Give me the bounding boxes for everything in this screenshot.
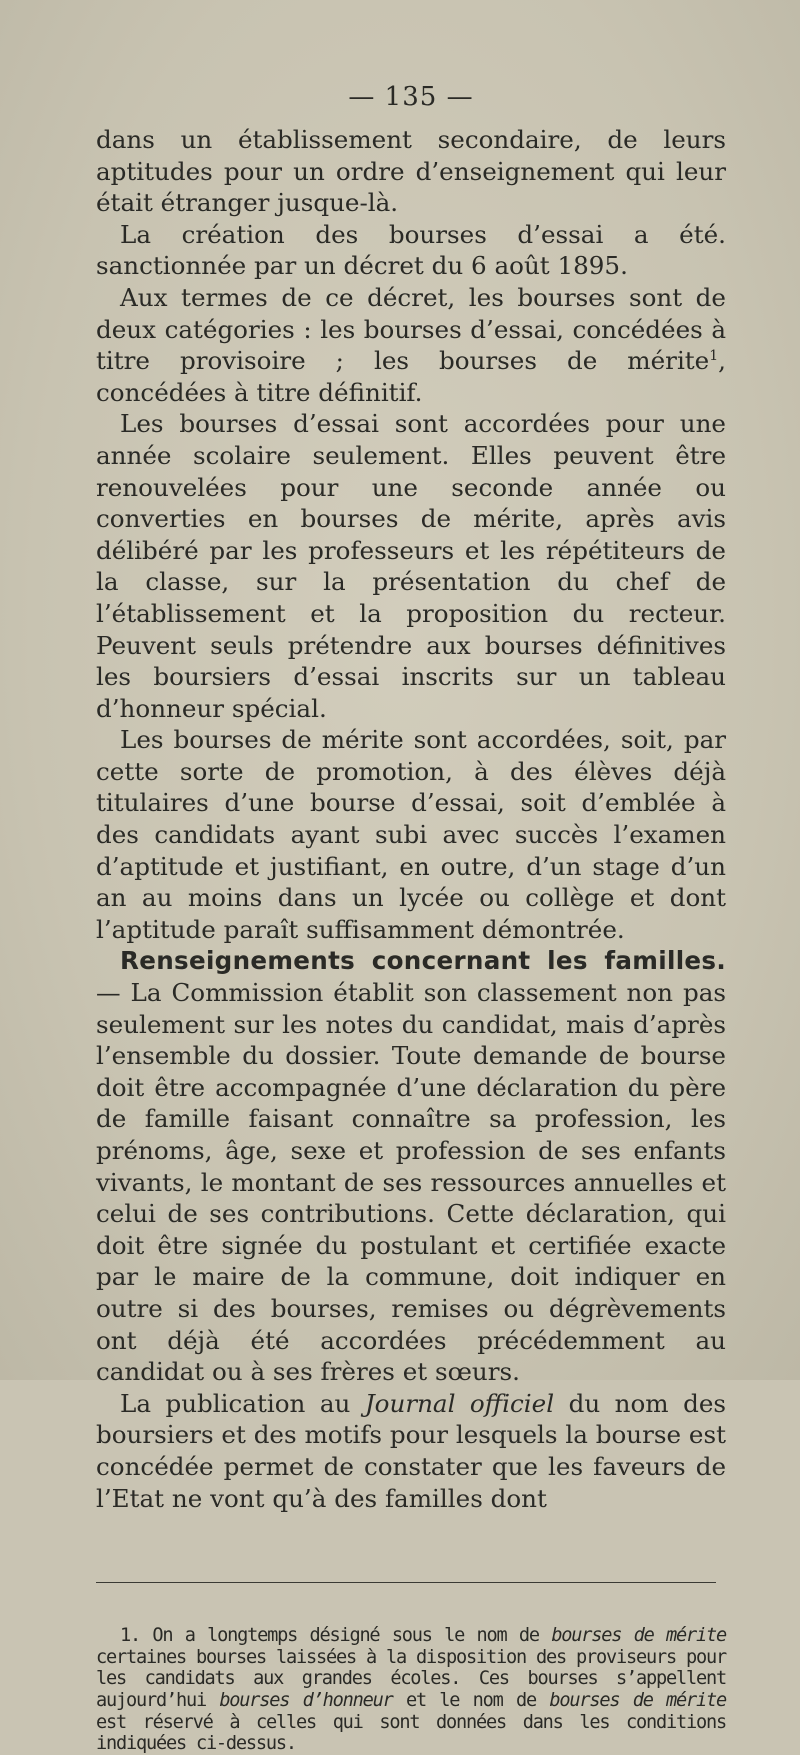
paragraph-3 bbox=[96, 282, 726, 408]
footnote-text-b: certaines bourses laissées à la disposition des proviseurs pour les candidats aux grandes écoles. Ces bourses s’appellent aujourd’hui bbox=[96, 1646, 726, 1711]
paragraph-2-text: La création des bourses d’essai a été. sanctionnée par un décret du 6 août 1895. bbox=[96, 219, 726, 281]
footnote-divider bbox=[96, 1582, 716, 1583]
footnote-italic-1: bourses de mérite bbox=[551, 1625, 727, 1647]
paragraph-5 bbox=[96, 724, 726, 945]
paragraph-7 bbox=[96, 1388, 726, 1514]
paragraph-4-text: Les bourses d’essai sont accordées pour une année scolaire seulement. Elles peuvent être renouvelées pour une seconde année ou converties en bourses de mérite, après avis délibéré par les professeurs et les répétiteurs de la classe, sur la présentation du chef de l’établissement et la proposition du recteur. Peuvent seuls prétendre aux bourses définitives les boursiers d’essai inscrits sur un tableau d’honneur spécial. bbox=[96, 409, 726, 723]
paragraph-6 bbox=[96, 945, 726, 1387]
paragraph-3-text-b: , concédées à titre définitif. bbox=[96, 346, 726, 407]
footnote-italic-2: bourses d’honneur bbox=[219, 1689, 393, 1711]
body-text bbox=[96, 124, 726, 1514]
footnote-text-d: est réservé à celles qui sont données dans les conditions indiquées ci-dessus. bbox=[96, 1711, 726, 1755]
footnote bbox=[96, 1625, 726, 1755]
paragraph-1-text: dans un établissement secondaire, de leurs aptitudes pour un ordre d’enseignement qui leur était étranger jusque-là. bbox=[96, 125, 726, 218]
page-number: — 135 — bbox=[348, 82, 474, 112]
paragraph-2 bbox=[96, 219, 726, 282]
footnote-marker: 1 bbox=[709, 347, 719, 364]
section-heading: Renseignements concernant les familles. bbox=[120, 946, 726, 976]
journal-title: Journal officiel bbox=[364, 1388, 555, 1418]
paragraph-7-text-b: du nom des boursiers et des motifs pour lesquels la bourse est concédée permet de constater que les faveurs de l’Etat ne vont qu’à des familles dont bbox=[96, 1388, 726, 1513]
footnote-text-a: 1. On a longtemps désigné sous le nom de bbox=[120, 1625, 552, 1647]
paragraph-3-text-a: Aux termes de ce décret, les bourses sont de deux catégories : les bourses d’essai, concédées à titre provisoire ; les bourses de mérite bbox=[96, 282, 726, 376]
paragraph-5-text: Les bourses de mérite sont accordées, soit, par cette sorte de promotion, à des élèves déjà titulaires d’une bourse d’essai, soit d’emblée à des candidats ayant subi avec succès l’examen d’aptitude et justifiant, en outre, d’un stage d’un an au moins dans un lycée ou collège et dont l’aptitude paraît suffisamment démontrée. bbox=[96, 725, 726, 944]
paragraph-6-text: — La Commission établit son classement non pas seulement sur les notes du candidat, mais d’après l’ensemble du dossier. Toute demande de bourse doit être accompagnée d’une déclaration du père de famille faisant connaître sa profession, les prénoms, âge, sexe et profession de ses enfants vivants, le montant de ses ressources annuelles et celui de ses contributions. Cette déclaration, qui doit être signée du postulant et certifiée exacte par le maire de la commune, doit indiquer en outre si des bourses, remises ou dégrèvements ont déjà été accordées précédemment au candidat ou à ses frères et sœurs. bbox=[96, 978, 726, 1387]
paragraph-1 bbox=[96, 124, 726, 219]
paragraph-7-text-a: La publication au bbox=[120, 1388, 365, 1418]
footnote-text-c: et le nom de bbox=[392, 1689, 550, 1711]
footnote-italic-3: bourses de mérite bbox=[549, 1689, 727, 1711]
paragraph-4 bbox=[96, 408, 726, 724]
